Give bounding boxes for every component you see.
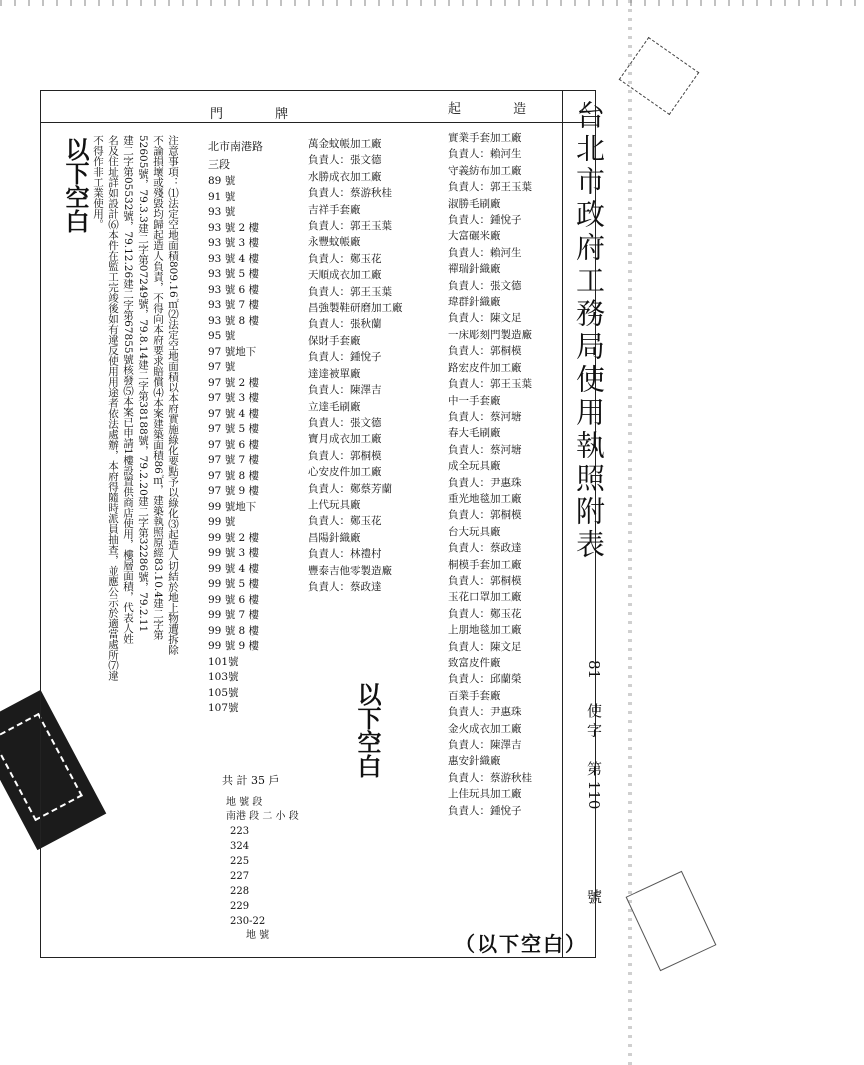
- address-row: 97 號: [208, 361, 236, 373]
- entity-row: 負責人：陳文足: [448, 312, 522, 325]
- address-row: 107號: [208, 702, 239, 714]
- entity-row: 負責人：鍾悅子: [448, 804, 522, 817]
- entity-row: 負責人：郭桐模: [308, 449, 382, 462]
- entity-row: 負責人：郭王玉葉: [448, 378, 532, 391]
- address-row: 99 號 8 樓: [208, 624, 260, 637]
- address-row: 97 號 6 樓: [208, 438, 260, 451]
- household-total: 共 計 35 戶: [222, 774, 280, 787]
- entity-row: 致富皮件廠: [448, 657, 501, 669]
- entity-row: 達達被單廠: [308, 367, 361, 380]
- address-row: 97 號 4 樓: [208, 407, 260, 420]
- entity-row: 天順成衣加工廠: [308, 269, 382, 282]
- entity-row: 上朋地毯加工廠: [448, 624, 522, 637]
- permit-label-no: 第: [585, 761, 603, 776]
- entity-row: 負責人：張秋蘭: [308, 318, 382, 331]
- note-line: 不論損壞或殘毀均歸起造人負責，不得向本府要求賠償⑷本案建築面積86㎡，建築執照原經83.10.4建二字第: [152, 135, 164, 640]
- entity-row: 成全玩具廠: [448, 460, 501, 473]
- address-row: 95 號: [208, 330, 236, 342]
- entity-row: 負責人：郭王玉葉: [308, 285, 392, 298]
- entity-row: 水勝成衣加工廠: [308, 170, 382, 183]
- entity-row: 重光地毯加工廠: [448, 492, 522, 505]
- entity-row: 百業手套廠: [448, 689, 501, 702]
- lot-row: 324: [230, 841, 250, 852]
- permit-number: [584, 660, 604, 904]
- document-title: 台北市政府工務局使用執照附表: [572, 100, 606, 562]
- entity-row: 寶月成衣加工廠: [308, 433, 382, 446]
- entity-row: 一床彫刻門製造廠: [448, 328, 532, 341]
- address-column: [208, 138, 263, 717]
- address-row: 93 號 4 樓: [208, 252, 260, 265]
- blank-marker-left: 以下空白: [61, 137, 90, 233]
- permit-label-char: 字: [585, 722, 603, 738]
- address-row: 93 號 5 樓: [208, 268, 260, 280]
- lot-footer: 地 號: [246, 930, 270, 941]
- entity-row: 負責人：郭王玉葉: [448, 181, 532, 194]
- address-row: 99 號: [208, 516, 236, 528]
- entity-row: 保財手套廠: [308, 334, 361, 347]
- entity-row: 淑勝毛刷廠: [448, 197, 501, 210]
- address-row: 89 號: [208, 175, 236, 187]
- blank-marker-middle: 以下空白: [353, 682, 382, 778]
- entity-row: 豐泰吉他零製造廠: [308, 564, 392, 577]
- entity-row: 昌陽針織廠: [308, 531, 361, 544]
- address-row: 99 號 2 樓: [208, 531, 260, 544]
- note-line: 不得作非工業使用。: [92, 135, 104, 230]
- street-section: 三段: [208, 158, 230, 171]
- lot-row: 228: [230, 886, 250, 897]
- entity-row: 負責人：陳文足: [448, 640, 522, 653]
- entity-row: 大富碾米廠: [448, 230, 501, 243]
- permit-no: 110: [585, 780, 603, 810]
- address-row: 99 號地下: [208, 500, 257, 513]
- address-row: 93 號 6 樓: [208, 283, 260, 296]
- note-line: 建二字第05532號，79.12.26建二字第67855號核發⑸本案已申請1樓設置供商店使用，樓層面積，代表人姓: [122, 135, 134, 644]
- entity-row: 禪瑞針織廠: [448, 263, 501, 276]
- entity-row: 負責人：陳澤吉: [448, 739, 522, 752]
- entity-row: 負責人：張文德: [308, 154, 382, 167]
- address-row: 97 號地下: [208, 345, 257, 358]
- street-name: 北市南港路: [208, 140, 263, 153]
- lot-row: 227: [230, 871, 250, 882]
- entity-row: 守義紡布加工廠: [448, 164, 522, 177]
- entity-row: 負責人：張文德: [308, 416, 382, 429]
- address-row: 93 號: [208, 206, 236, 218]
- lot-header-sub: 二 小 段: [262, 811, 299, 822]
- address-row: 97 號 9 樓: [208, 485, 260, 497]
- entity-row: 永豐蚊帳廠: [308, 236, 361, 249]
- notes-section: [90, 135, 180, 950]
- lot-row: 230-22: [230, 916, 266, 927]
- entity-row: 立達毛刷廠: [308, 400, 361, 413]
- entity-row: 上佳玩具加工廠: [448, 788, 522, 801]
- address-row: 97 號 2 樓: [208, 376, 260, 389]
- entity-row: 負責人：尹惠珠: [448, 706, 522, 719]
- entity-row: 玉花口罩加工廠: [448, 591, 522, 604]
- lot-column: [226, 796, 299, 943]
- entity-row: 負責人：鄭玉花: [308, 515, 382, 528]
- entity-row: 負責人：鄭玉花: [308, 252, 382, 265]
- entity-row: 負責人：鄭玉花: [448, 607, 522, 620]
- entity-row: 負責人：鍾悅子: [308, 351, 382, 364]
- entity-row: 負責人：林禮村: [308, 548, 382, 561]
- entity-row: 萬金蚊帳加工廠: [308, 138, 382, 150]
- address-row: 93 號 2 樓: [208, 221, 260, 234]
- entity-list-right: [448, 130, 532, 819]
- address-row: 93 號 7 樓: [208, 299, 260, 311]
- entity-row: 路宏皮件加工廠: [448, 361, 522, 374]
- entity-row: 負責人：蔡河塘: [448, 443, 522, 456]
- lot-list: [226, 824, 299, 929]
- entity-row: 昌強製鞋研磨加工廠: [308, 302, 403, 315]
- entity-row: 金火成衣加工廠: [448, 722, 522, 735]
- entity-row: 桐模手套加工廠: [448, 558, 522, 571]
- header-founder: 起 造 人: [448, 102, 616, 117]
- entity-row: 上代玩具廠: [308, 498, 361, 511]
- address-row: 91 號: [208, 190, 236, 203]
- entity-row: 負責人：邱蘭榮: [448, 673, 522, 686]
- lot-header-area: 南港 段: [226, 811, 260, 822]
- address-row: 101號: [208, 655, 239, 668]
- address-row: 93 號 3 樓: [208, 237, 260, 249]
- lot-row: 225: [230, 856, 250, 867]
- entity-row: 惠安針織廠: [448, 755, 501, 768]
- entity-row: 心安皮件加工廠: [308, 466, 382, 479]
- entity-row: 實業手套加工廠: [448, 132, 522, 144]
- address-row: 99 號 6 樓: [208, 593, 260, 606]
- lot-header-section: 段: [252, 797, 263, 808]
- entity-row: 中一手套廠: [448, 394, 501, 407]
- entity-row: 負責人：蔡游秋桂: [308, 187, 392, 200]
- address-row: 105號: [208, 686, 239, 699]
- address-row: 97 號 5 樓: [208, 423, 260, 435]
- address-row: 93 號 8 樓: [208, 314, 260, 327]
- entity-row: 負責人：賴河生: [448, 148, 522, 161]
- address-row: 99 號 5 樓: [208, 578, 260, 590]
- permit-label-hao: 號: [585, 888, 603, 904]
- entity-row: 負責人：郭王玉葉: [308, 220, 392, 233]
- entity-row: 瑋群針織廠: [448, 296, 501, 309]
- address-row: 97 號 7 樓: [208, 454, 260, 466]
- bottom-right-stamp-mark: [626, 871, 717, 972]
- blank-marker-bottom: （以下空白）: [455, 932, 587, 956]
- entity-row: 台大玩具廠: [448, 525, 501, 538]
- note-line: 名及住址詳如設計⑹本件在監工完竣後如有違反使用用途者依法處辦，本府得隨時派員抽查，並應公示於適當處所⑺違: [107, 135, 119, 681]
- entity-row: 吉祥手套廠: [308, 203, 361, 216]
- lot-row: 229: [230, 901, 250, 912]
- address-row: 103號: [208, 671, 239, 683]
- address-row: 99 號 9 樓: [208, 640, 260, 652]
- address-row: 99 號 3 樓: [208, 547, 260, 559]
- header-address: 門 牌: [210, 107, 313, 122]
- address-row: 99 號 4 樓: [208, 562, 260, 575]
- entity-list-middle: [308, 136, 403, 595]
- entity-row: 負責人：郭桐模: [448, 574, 522, 587]
- entity-row: 負責人：蔡游秋桂: [448, 771, 532, 784]
- title-divider: [562, 90, 563, 958]
- address-row: 99 號 7 樓: [208, 609, 260, 621]
- address-row: 97 號 8 樓: [208, 469, 260, 482]
- entity-row: 負責人：尹惠珠: [448, 476, 522, 489]
- entity-row: 負責人：賴河生: [448, 246, 522, 259]
- permit-label-use: 使: [585, 702, 603, 718]
- top-edge-dots: [0, 0, 864, 6]
- entity-row: 春大毛刷廠: [448, 427, 501, 440]
- header-divider: [40, 122, 596, 123]
- lot-header-label: 地 號: [226, 797, 250, 808]
- entity-row: 負責人：蔡政達: [448, 542, 522, 555]
- entity-row: 負責人：鍾悅子: [448, 214, 522, 227]
- note-line: 注意事項：⑴法定空地面積809.16㎡⑵法定空地面積以本府實施綠化要點予以綠化⑶起造人切結於地上物遭拆除: [167, 135, 179, 655]
- note-line: 52605號，79.3.3建二字第07249號，79.8.14建二字第38188號，79.2.20建二字第32286號，79.2.11: [137, 135, 149, 633]
- entity-row: 負責人：蔡河塘: [448, 410, 522, 423]
- address-row: 97 號 3 樓: [208, 392, 260, 404]
- entity-row: 負責人：郭桐模: [448, 509, 522, 522]
- permit-year: 81: [585, 660, 603, 680]
- lot-row: 223: [230, 826, 250, 837]
- entity-row: 負責人：鄭蔡芳蘭: [308, 482, 392, 495]
- entity-row: 負責人：陳澤吉: [308, 384, 382, 397]
- address-list: [208, 174, 263, 717]
- entity-row: 負責人：張文德: [448, 279, 522, 292]
- entity-row: 負責人：蔡政達: [308, 580, 382, 593]
- entity-row: 負責人：郭桐模: [448, 345, 522, 358]
